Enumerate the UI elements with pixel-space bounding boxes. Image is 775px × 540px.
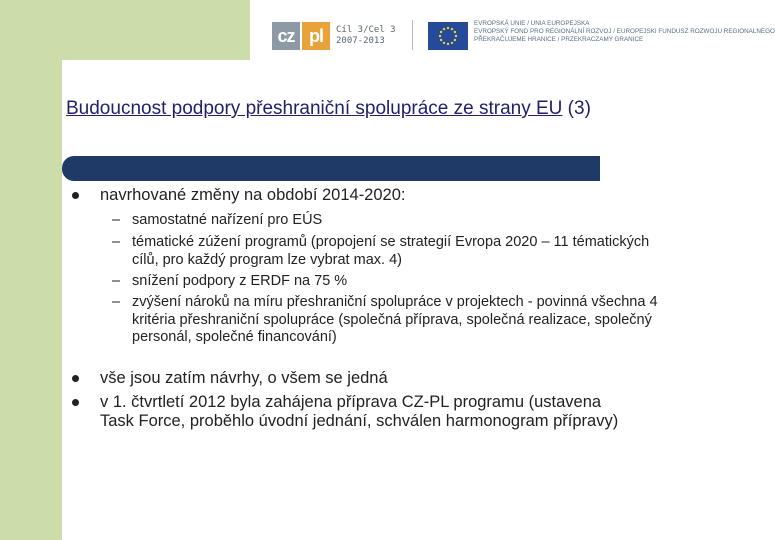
dash-marker: – <box>112 273 121 289</box>
slide-title-main: Budoucnost podpory přeshraniční spolupráce ze strany EU <box>66 98 563 119</box>
slide-title <box>66 96 666 121</box>
logo-pl-box: pl <box>302 22 330 50</box>
bullet-text: navrhované změny na období 2014-2020: <box>100 186 406 204</box>
sub-bullet-text: snížení podpory z ERDF na 75 % <box>132 273 348 289</box>
sub-bullet-text: samostatné nařízení pro EÚS <box>132 212 323 228</box>
bullet-dot-icon <box>72 192 79 199</box>
eu-funding-text <box>474 20 775 44</box>
eu-flag-icon <box>428 22 468 50</box>
czpl-logo <box>272 21 396 51</box>
sub-bullet-text: zvýšení nároků na míru přeshraniční spolupráce v projektech - povinná všechna 4 kritéria přeshraniční spolupráce (společná příprava, společná realizace, společný personál, společné financování) <box>132 294 658 345</box>
title-underline-bar <box>62 156 600 181</box>
eu-text-line-1: EVROPSKÁ UNIE / UNIA EUROPEJSKA <box>474 20 590 27</box>
dash-marker: – <box>112 212 121 228</box>
logo-program-text <box>336 25 396 47</box>
bullet-text: vše jsou zatím návrhy, o všem se jedná <box>100 369 388 387</box>
logo-separator <box>412 20 413 50</box>
bullet-dot-icon <box>72 375 79 382</box>
eu-text-line-2: EVROPSKÝ FOND PRO REGIONÁLNÍ ROZVOJ / EUROPEJSKI FUNDUSZ ROZWOJU REGIONALNEGO <box>474 28 775 35</box>
top-left-band <box>0 0 250 60</box>
logo-cz-box: cz <box>272 22 300 50</box>
bullet-dot-icon <box>72 399 79 406</box>
dash-marker: – <box>112 294 121 310</box>
eu-text-line-3: PŘEKRAČUJEME HRANICE / PRZEKRACZAMY GRANICE <box>474 36 644 43</box>
logo-program-line-2: 2007-2013 <box>336 36 385 46</box>
dash-marker: – <box>112 234 121 250</box>
bullet-text: v 1. čtvrtletí 2012 byla zahájena příprava CZ-PL programu (ustavena Task Force, proběhlo úvodní jednání, schválen harmonogram přípravy) <box>100 393 619 430</box>
left-sidebar-band <box>0 0 62 540</box>
slide-title-suffix: (3) <box>562 98 591 119</box>
rounded-corner <box>62 60 250 88</box>
sub-bullet-text: tématické zúžení programů (propojení se strategií Evropa 2020 – 11 tématických cílů, pro každý program lze vybrat max. 4) <box>132 234 650 268</box>
logo-program-line-1: Cíl 3/Cel 3 <box>336 25 396 35</box>
